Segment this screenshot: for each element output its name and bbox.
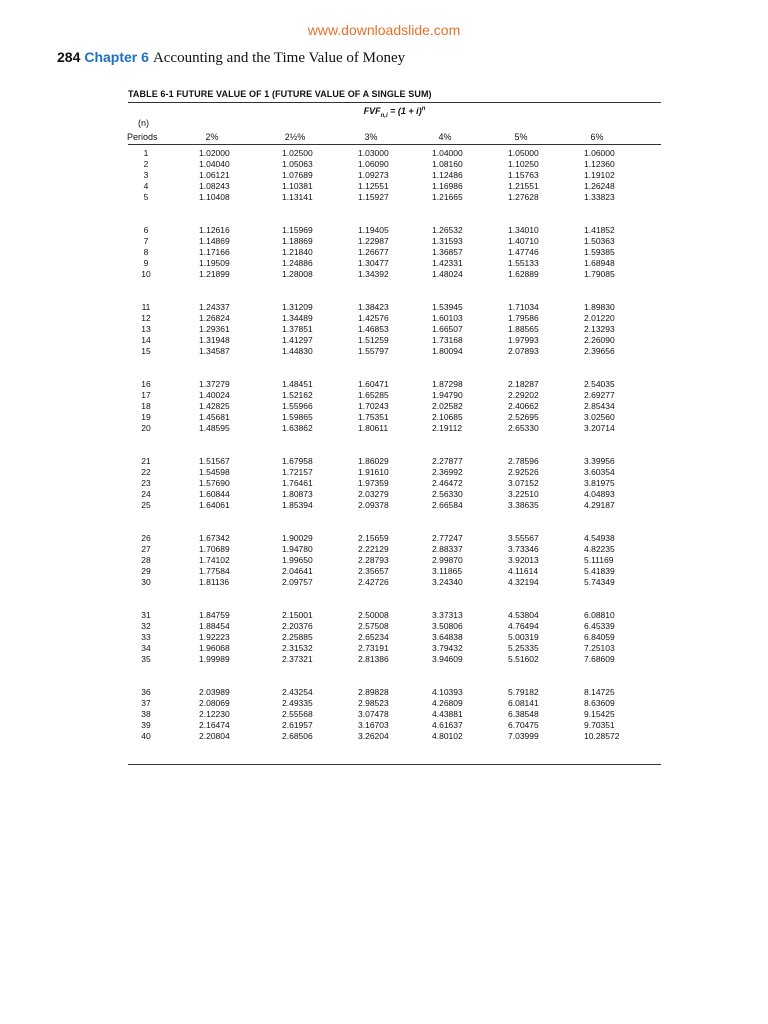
header-rule	[128, 144, 661, 145]
value-cell: 7.25103	[584, 643, 615, 653]
value-cell: 1.12360	[584, 159, 615, 169]
value-cell: 2.61957	[282, 720, 313, 730]
value-cell: 1.48451	[282, 379, 313, 389]
value-cell: 3.26204	[358, 731, 389, 741]
value-cell: 1.99650	[282, 555, 313, 565]
value-cell: 7.68609	[584, 654, 615, 664]
value-cell: 1.31593	[432, 236, 463, 246]
value-cell: 1.15969	[282, 225, 313, 235]
value-cell: 6.08810	[584, 610, 615, 620]
value-cell: 2.10685	[432, 412, 463, 422]
value-cell: 1.26532	[432, 225, 463, 235]
value-cell: 2.08069	[199, 698, 230, 708]
value-cell: 2.49335	[282, 698, 313, 708]
value-cell: 4.43881	[432, 709, 463, 719]
rate-header: 3%	[364, 132, 378, 142]
value-cell: 1.08160	[432, 159, 463, 169]
value-cell: 3.81975	[584, 478, 615, 488]
table-title: TABLE 6-1 FUTURE VALUE OF 1 (FUTURE VALUE OF A SINGLE SUM)	[128, 89, 432, 99]
value-cell: 2.40662	[508, 401, 539, 411]
value-cell: 1.15927	[358, 192, 389, 202]
value-cell: 2.03279	[358, 489, 389, 499]
value-cell: 1.40024	[199, 390, 230, 400]
value-cell: 1.10381	[282, 181, 313, 191]
value-cell: 1.34489	[282, 313, 313, 323]
value-cell: 1.28008	[282, 269, 313, 279]
period-cell: 40	[141, 731, 151, 741]
period-cell: 15	[141, 346, 151, 356]
value-cell: 5.00319	[508, 632, 539, 642]
value-cell: 1.24886	[282, 258, 313, 268]
value-cell: 5.11169	[584, 555, 614, 565]
value-cell: 1.36857	[432, 247, 463, 257]
period-cell: 9	[143, 258, 149, 268]
page-number: 284	[57, 49, 81, 65]
period-cell: 25	[141, 500, 151, 510]
period-cell: 33	[141, 632, 151, 642]
value-cell: 2.12230	[199, 709, 230, 719]
period-cell: 37	[141, 698, 151, 708]
value-cell: 1.18869	[282, 236, 313, 246]
value-cell: 1.51259	[358, 335, 389, 345]
value-cell: 1.62889	[508, 269, 539, 279]
value-cell: 6.38548	[508, 709, 539, 719]
value-cell: 5.51602	[508, 654, 539, 664]
value-cell: 1.26824	[199, 313, 230, 323]
value-cell: 2.01220	[584, 313, 615, 323]
value-cell: 2.88337	[432, 544, 463, 554]
value-cell: 1.33823	[584, 192, 615, 202]
value-cell: 1.77584	[199, 566, 230, 576]
value-cell: 8.63609	[584, 698, 615, 708]
period-cell: 3	[143, 170, 149, 180]
value-cell: 4.76494	[508, 621, 539, 631]
value-cell: 1.24337	[199, 302, 230, 312]
value-cell: 1.79085	[584, 269, 615, 279]
value-cell: 1.14869	[199, 236, 230, 246]
value-cell: 1.47746	[508, 247, 539, 257]
rate-header: 4%	[438, 132, 452, 142]
value-cell: 2.73191	[358, 643, 389, 653]
value-cell: 7.03999	[508, 731, 539, 741]
rate-header: 2%	[205, 132, 219, 142]
value-cell: 1.08243	[199, 181, 230, 191]
value-cell: 2.25885	[282, 632, 313, 642]
value-cell: 1.92223	[199, 632, 230, 642]
value-cell: 2.09378	[358, 500, 389, 510]
value-cell: 1.27628	[508, 192, 539, 202]
value-cell: 1.68948	[584, 258, 615, 268]
value-cell: 2.19112	[432, 423, 463, 433]
value-cell: 1.52162	[282, 390, 313, 400]
value-cell: 8.14725	[584, 687, 615, 697]
value-cell: 1.80094	[432, 346, 463, 356]
value-cell: 2.55568	[282, 709, 313, 719]
period-header: Periods	[127, 132, 158, 142]
value-cell: 1.99989	[199, 654, 230, 664]
value-cell: 1.05063	[282, 159, 313, 169]
period-cell: 18	[141, 401, 151, 411]
table-formula	[128, 106, 661, 119]
period-cell: 27	[141, 544, 151, 554]
period-cell: 6	[143, 225, 149, 235]
value-cell: 2.77247	[432, 533, 463, 543]
value-cell: 1.42576	[358, 313, 389, 323]
value-cell: 1.86029	[358, 456, 389, 466]
value-cell: 9.15425	[584, 709, 615, 719]
value-cell: 6.45339	[584, 621, 615, 631]
value-cell: 1.34392	[358, 269, 389, 279]
value-cell: 6.84059	[584, 632, 615, 642]
value-cell: 9.70351	[584, 720, 615, 730]
value-cell: 1.12551	[358, 181, 389, 191]
value-cell: 3.20714	[584, 423, 615, 433]
value-cell: 1.67958	[282, 456, 313, 466]
period-cell: 28	[141, 555, 151, 565]
value-cell: 1.94780	[282, 544, 313, 554]
value-cell: 4.80102	[432, 731, 463, 741]
value-cell: 1.97359	[358, 478, 389, 488]
value-cell: 3.60354	[584, 467, 615, 477]
value-cell: 1.81136	[199, 577, 230, 587]
period-cell: 38	[141, 709, 151, 719]
value-cell: 2.36992	[432, 467, 463, 477]
value-cell: 1.87298	[432, 379, 463, 389]
value-cell: 1.26677	[358, 247, 389, 257]
value-cell: 1.73168	[432, 335, 463, 345]
value-cell: 2.07893	[508, 346, 539, 356]
value-cell: 3.11865	[432, 566, 463, 576]
value-cell: 1.94790	[432, 390, 463, 400]
table-bottom-rule	[128, 764, 661, 765]
value-cell: 3.94609	[432, 654, 463, 664]
value-cell: 3.38635	[508, 500, 539, 510]
value-cell: 3.64838	[432, 632, 463, 642]
value-cell: 4.11614	[508, 566, 539, 576]
value-cell: 2.65330	[508, 423, 539, 433]
value-cell: 2.15659	[358, 533, 389, 543]
value-cell: 1.80611	[358, 423, 389, 433]
period-cell: 8	[143, 247, 149, 257]
period-cell: 2	[143, 159, 149, 169]
value-cell: 1.12616	[199, 225, 230, 235]
n-label: (n)	[138, 118, 149, 128]
value-cell: 1.06090	[358, 159, 389, 169]
value-cell: 1.42825	[199, 401, 230, 411]
value-cell: 4.54938	[584, 533, 615, 543]
value-cell: 2.52695	[508, 412, 539, 422]
rate-header: 2½%	[284, 132, 306, 142]
value-cell: 5.74349	[584, 577, 615, 587]
value-cell: 1.74102	[199, 555, 230, 565]
rate-header: 5%	[514, 132, 528, 142]
rate-header: 6%	[590, 132, 604, 142]
period-cell: 5	[143, 192, 149, 202]
value-cell: 4.04893	[584, 489, 615, 499]
value-cell: 3.92013	[508, 555, 539, 565]
value-cell: 2.65234	[358, 632, 389, 642]
value-cell: 2.78596	[508, 456, 539, 466]
value-cell: 2.98523	[358, 698, 389, 708]
value-cell: 2.50008	[358, 610, 389, 620]
value-cell: 1.57690	[199, 478, 230, 488]
value-cell: 1.21665	[432, 192, 463, 202]
value-cell: 1.63862	[282, 423, 313, 433]
value-cell: 6.08141	[508, 698, 539, 708]
period-cell: 36	[141, 687, 151, 697]
value-cell: 1.06121	[199, 170, 230, 180]
value-cell: 2.18287	[508, 379, 539, 389]
value-cell: 3.24340	[432, 577, 463, 587]
value-cell: 1.55966	[282, 401, 313, 411]
value-cell: 1.31209	[282, 302, 313, 312]
value-cell: 1.06000	[584, 148, 615, 158]
chapter-title: Accounting and the Time Value of Money	[152, 50, 406, 66]
value-cell: 1.88565	[508, 324, 539, 334]
value-cell: 3.73346	[508, 544, 539, 554]
value-cell: 3.22510	[508, 489, 539, 499]
value-cell: 1.67342	[199, 533, 230, 543]
period-cell: 11	[141, 302, 151, 312]
value-cell: 3.37313	[432, 610, 463, 620]
value-cell: 2.28793	[358, 555, 389, 565]
value-cell: 2.29202	[508, 390, 539, 400]
value-cell: 3.79432	[432, 643, 463, 653]
value-cell: 1.48595	[199, 423, 230, 433]
period-cell: 39	[141, 720, 151, 730]
value-cell: 1.48024	[432, 269, 463, 279]
period-cell: 32	[141, 621, 151, 631]
value-cell: 2.66584	[432, 500, 463, 510]
value-cell: 4.32194	[508, 577, 539, 587]
value-cell: 1.54598	[199, 467, 230, 477]
value-cell: 1.04040	[199, 159, 230, 169]
value-cell: 1.84759	[199, 610, 230, 620]
value-cell: 1.64061	[199, 500, 230, 510]
period-cell: 21	[141, 456, 151, 466]
period-cell: 17	[141, 390, 151, 400]
value-cell: 1.79586	[508, 313, 539, 323]
value-cell: 1.59385	[584, 247, 615, 257]
value-cell: 2.16474	[199, 720, 230, 730]
value-cell: 2.89828	[358, 687, 389, 697]
value-cell: 1.05000	[508, 148, 539, 158]
value-cell: 3.07478	[358, 709, 389, 719]
value-cell: 2.56330	[432, 489, 463, 499]
value-cell: 4.82235	[584, 544, 615, 554]
value-cell: 1.04000	[432, 148, 463, 158]
value-cell: 3.39956	[584, 456, 615, 466]
value-cell: 1.10408	[199, 192, 230, 202]
value-cell: 1.60844	[199, 489, 230, 499]
period-cell: 30	[141, 577, 151, 587]
value-cell: 1.10250	[508, 159, 539, 169]
period-cell: 4	[143, 181, 149, 191]
value-cell: 1.29361	[199, 324, 230, 334]
value-cell: 1.34010	[508, 225, 539, 235]
value-cell: 1.26248	[584, 181, 615, 191]
period-cell: 13	[141, 324, 151, 334]
value-cell: 1.19509	[199, 258, 230, 268]
value-cell: 2.03989	[199, 687, 230, 697]
value-cell: 1.15763	[508, 170, 539, 180]
value-cell: 4.10393	[432, 687, 463, 697]
value-cell: 10.28572	[584, 731, 620, 741]
value-cell: 1.50363	[584, 236, 615, 246]
value-cell: 1.76461	[282, 478, 313, 488]
value-cell: 1.38423	[358, 302, 389, 312]
value-cell: 1.41852	[584, 225, 615, 235]
value-cell: 1.03000	[358, 148, 389, 158]
value-cell: 2.22129	[358, 544, 389, 554]
period-cell: 29	[141, 566, 151, 576]
value-cell: 2.46472	[432, 478, 463, 488]
value-cell: 2.31532	[282, 643, 313, 653]
value-cell: 4.29187	[584, 500, 615, 510]
chapter-label: Chapter 6	[84, 49, 149, 65]
period-cell: 12	[141, 313, 151, 323]
value-cell: 1.59865	[282, 412, 313, 422]
value-cell: 1.34587	[199, 346, 230, 356]
value-cell: 1.02000	[199, 148, 230, 158]
value-cell: 5.79182	[508, 687, 539, 697]
value-cell: 2.20804	[199, 731, 230, 741]
value-cell: 1.90029	[282, 533, 313, 543]
value-cell: 5.25335	[508, 643, 539, 653]
formula-text: $FVF_{n,i} = (1 + i)^n$	[363, 106, 426, 119]
value-cell: 1.66507	[432, 324, 463, 334]
value-cell: 1.19102	[584, 170, 615, 180]
period-cell: 10	[141, 269, 151, 279]
value-cell: 1.71034	[508, 302, 539, 312]
value-cell: 2.92526	[508, 467, 539, 477]
value-cell: 2.81386	[358, 654, 389, 664]
period-cell: 34	[141, 643, 151, 653]
table-top-rule	[128, 102, 661, 103]
value-cell: 1.80873	[282, 489, 313, 499]
period-cell: 19	[141, 412, 151, 422]
value-cell: 1.65285	[358, 390, 389, 400]
value-cell: 1.85394	[282, 500, 313, 510]
period-cell: 24	[141, 489, 151, 499]
value-cell: 1.89830	[584, 302, 615, 312]
value-cell: 1.07689	[282, 170, 313, 180]
value-cell: 2.37321	[282, 654, 313, 664]
period-cell: 7	[143, 236, 149, 246]
period-cell: 31	[141, 610, 151, 620]
value-cell: 2.99870	[432, 555, 463, 565]
period-cell: 26	[141, 533, 151, 543]
value-cell: 1.31948	[199, 335, 230, 345]
value-cell: 2.85434	[584, 401, 615, 411]
value-cell: 1.37851	[282, 324, 313, 334]
value-cell: 3.55567	[508, 533, 539, 543]
value-cell: 1.70243	[358, 401, 389, 411]
value-cell: 2.54035	[584, 379, 615, 389]
period-cell: 1	[143, 148, 149, 158]
value-cell: 2.35657	[358, 566, 389, 576]
value-cell: 4.53804	[508, 610, 539, 620]
watermark-url: www.downloadslide.com	[307, 22, 461, 38]
value-cell: 3.16703	[358, 720, 389, 730]
value-cell: 2.43254	[282, 687, 313, 697]
value-cell: 1.46853	[358, 324, 389, 334]
value-cell: 2.13293	[584, 324, 615, 334]
value-cell: 2.39656	[584, 346, 615, 356]
value-cell: 1.51567	[199, 456, 230, 466]
value-cell: 1.70689	[199, 544, 230, 554]
value-cell: 2.42726	[358, 577, 389, 587]
value-cell: 5.41839	[584, 566, 615, 576]
value-cell: 1.88454	[199, 621, 230, 631]
value-cell: 4.26809	[432, 698, 463, 708]
value-cell: 2.15001	[282, 610, 313, 620]
value-cell: 2.57508	[358, 621, 389, 631]
period-cell: 16	[141, 379, 151, 389]
value-cell: 1.19405	[358, 225, 389, 235]
value-cell: 2.68506	[282, 731, 313, 741]
value-cell: 6.70475	[508, 720, 539, 730]
value-cell: 1.02500	[282, 148, 313, 158]
value-cell: 1.42331	[432, 258, 463, 268]
value-cell: 1.72157	[282, 467, 313, 477]
value-cell: 2.27877	[432, 456, 463, 466]
value-cell: 1.30477	[358, 258, 389, 268]
period-cell: 20	[141, 423, 151, 433]
value-cell: 1.41297	[282, 335, 313, 345]
value-cell: 1.53945	[432, 302, 463, 312]
value-cell: 1.96068	[199, 643, 230, 653]
value-cell: 1.12486	[432, 170, 463, 180]
value-cell: 3.02560	[584, 412, 615, 422]
value-cell: 2.69277	[584, 390, 615, 400]
period-cell: 22	[141, 467, 151, 477]
value-cell: 3.50806	[432, 621, 463, 631]
value-cell: 1.45681	[199, 412, 230, 422]
value-cell: 2.04641	[282, 566, 313, 576]
value-cell: 1.40710	[508, 236, 539, 246]
value-cell: 1.55133	[508, 258, 539, 268]
value-cell: 1.17166	[199, 247, 230, 257]
value-cell: 2.09757	[282, 577, 313, 587]
value-cell: 1.75351	[358, 412, 389, 422]
value-cell: 2.20376	[282, 621, 313, 631]
page-header	[57, 49, 405, 67]
value-cell: 1.21840	[282, 247, 313, 257]
value-cell: 1.22987	[358, 236, 389, 246]
value-cell: 1.60471	[358, 379, 389, 389]
value-cell: 1.21899	[199, 269, 230, 279]
value-cell: 1.09273	[358, 170, 389, 180]
value-cell: 2.26090	[584, 335, 615, 345]
value-cell: 4.61637	[432, 720, 463, 730]
value-cell: 1.37279	[199, 379, 230, 389]
period-cell: 23	[141, 478, 151, 488]
value-cell: 2.02582	[432, 401, 463, 411]
value-cell: 1.91610	[358, 467, 389, 477]
period-cell: 35	[141, 654, 151, 664]
value-cell: 3.07152	[508, 478, 539, 488]
value-cell: 1.55797	[358, 346, 389, 356]
value-cell: 1.97993	[508, 335, 539, 345]
value-cell: 1.21551	[508, 181, 539, 191]
value-cell: 1.44830	[282, 346, 313, 356]
value-cell: 1.13141	[282, 192, 313, 202]
value-cell: 1.16986	[432, 181, 463, 191]
value-cell: 1.60103	[432, 313, 463, 323]
period-cell: 14	[141, 335, 151, 345]
